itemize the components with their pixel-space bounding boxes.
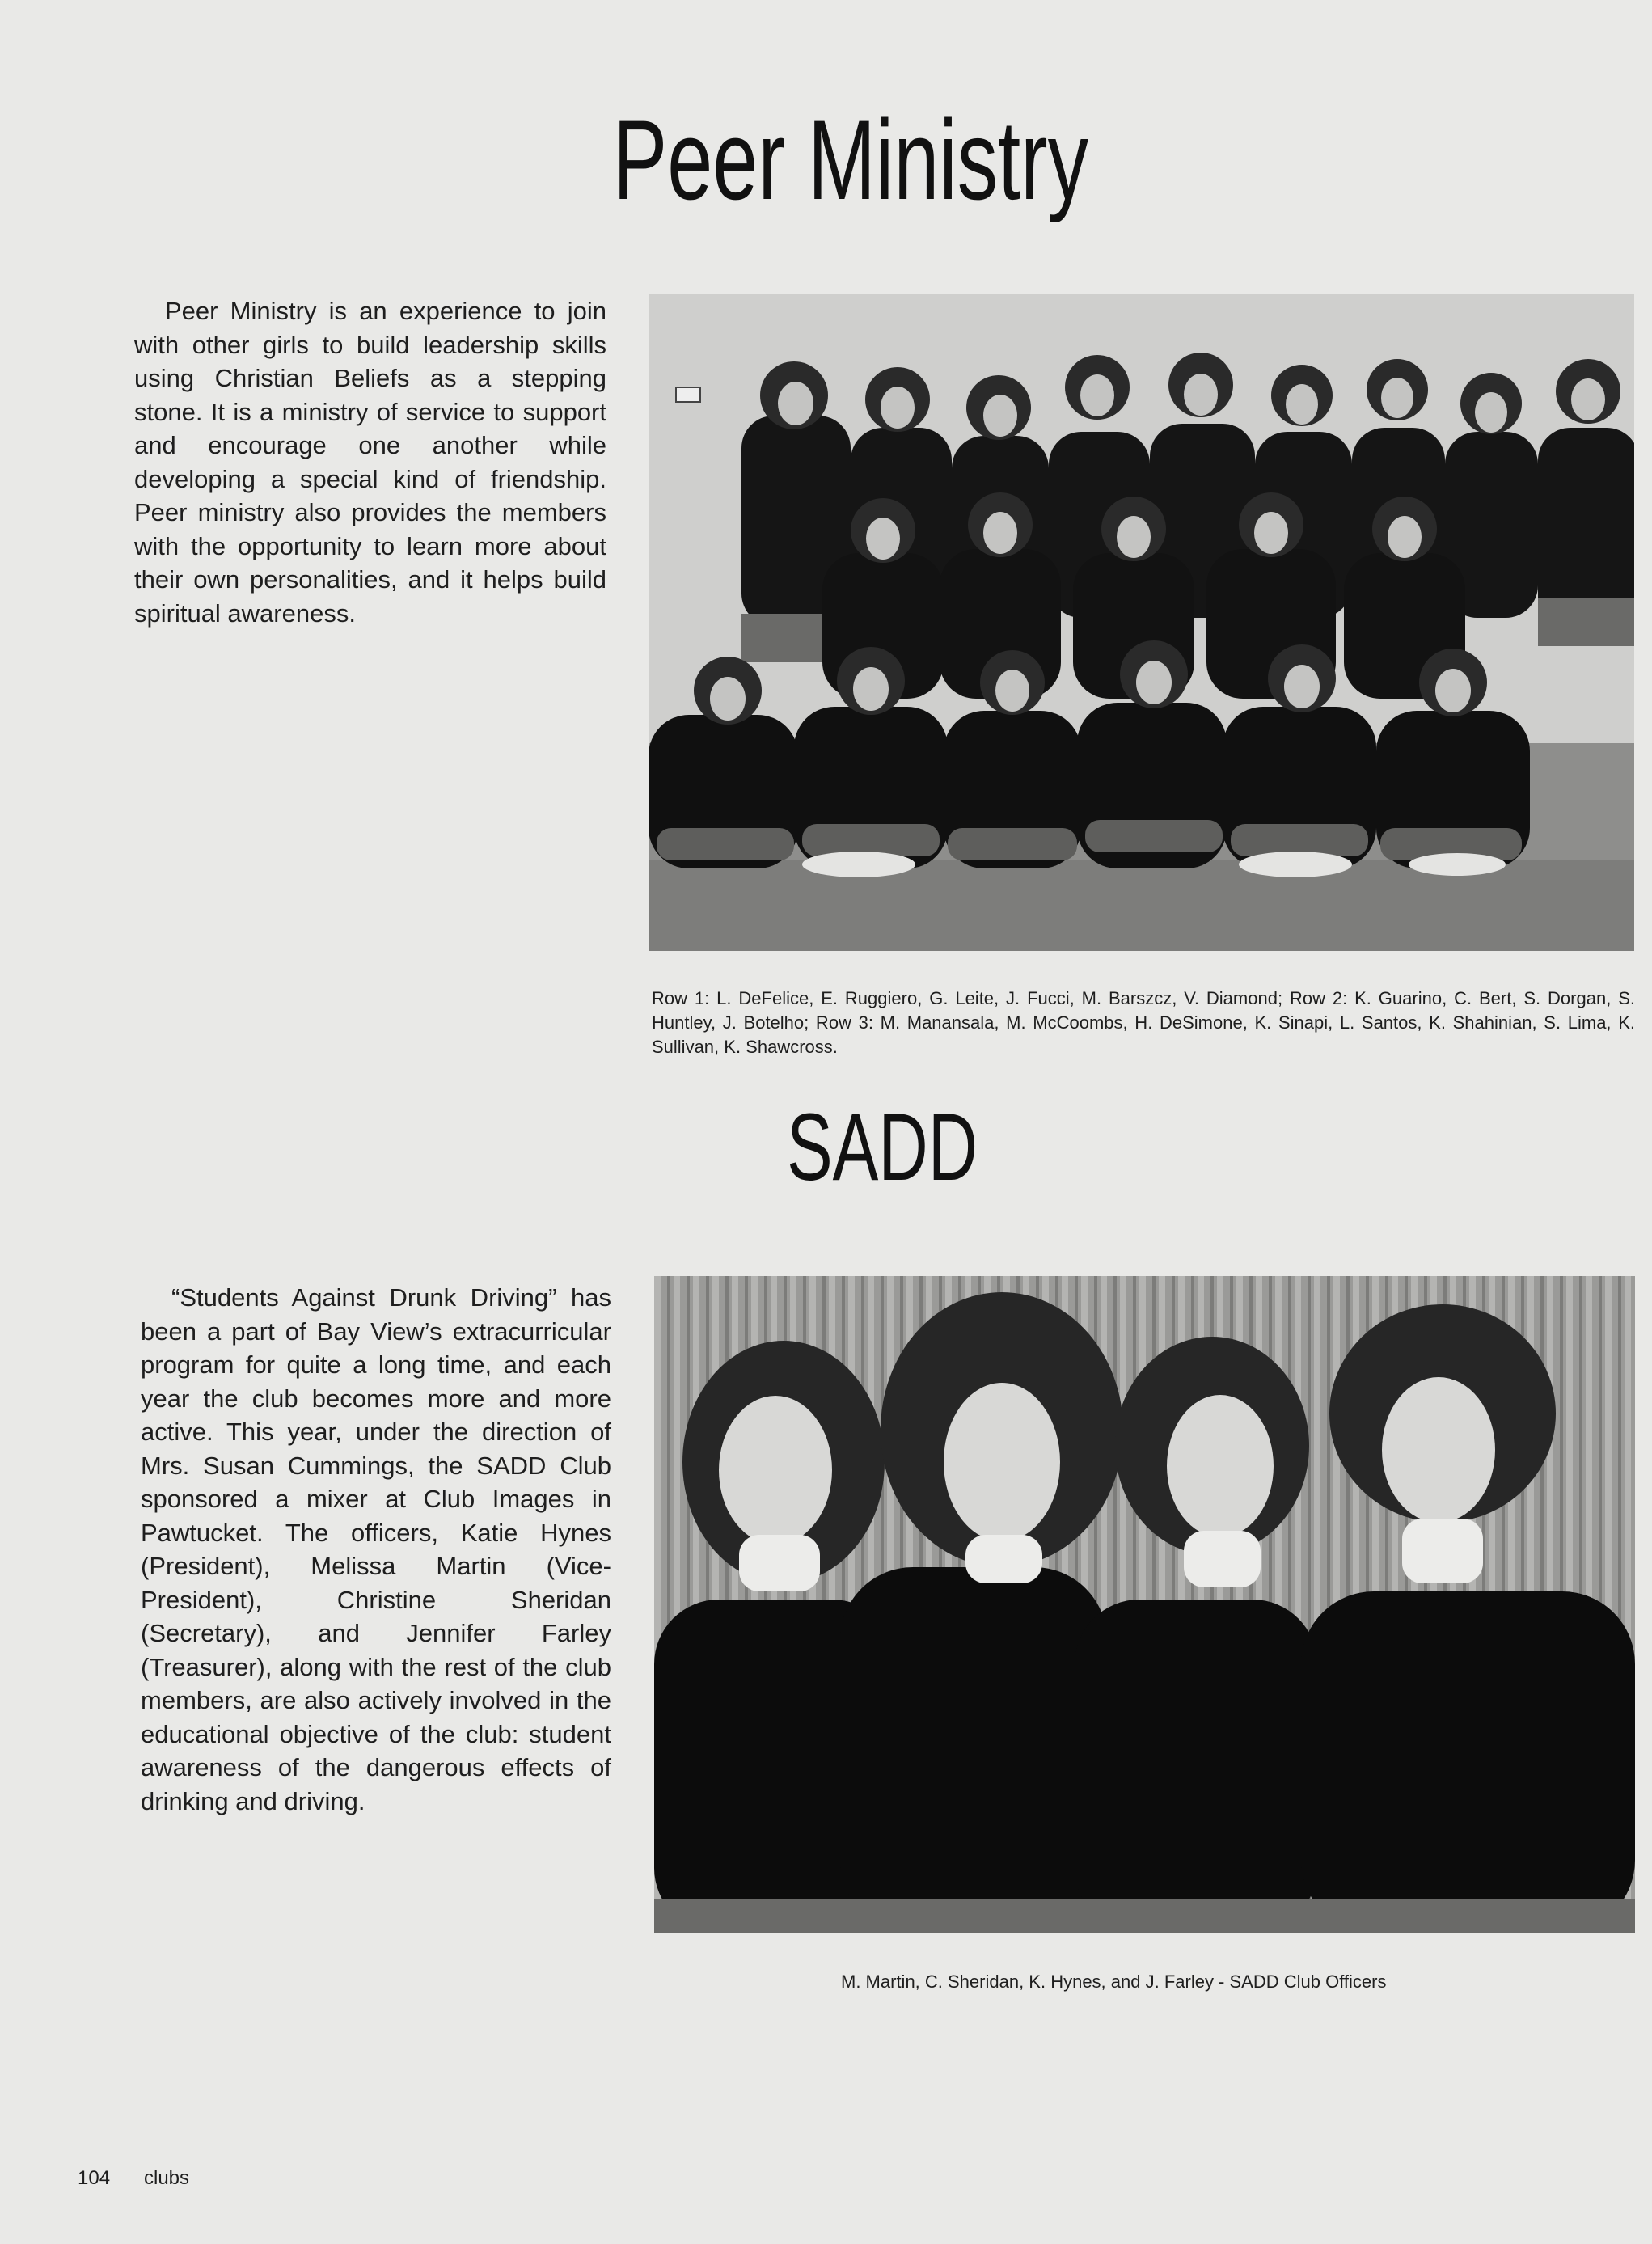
sadd-officers-photo [654, 1276, 1635, 1933]
sadd-description: “Students Against Drunk Driving” has been a part of Bay View’s extracurricular program for quite a long time, and each year the club becomes more and more active. This year, under the direction of Mrs. Susan Cummings, the SADD Club sponsored a mixer at Club Images in Pawtucket. The officers, Katie Hynes (President), Melissa Martin (Vice-President), Christine Sheridan (Secretary), and Jennifer Farley (Treasurer), along with the rest of the club members, are also actively involved in the educational objective of the club: student awareness of the dangerous effects of drinking and driving. [141, 1283, 611, 1815]
page-number: 104 [78, 2167, 111, 2189]
sadd-title: SADD [787, 1094, 978, 1201]
peer-ministry-title: Peer Ministry [613, 96, 1089, 223]
peer-ministry-description: Peer Ministry is an experience to join with other girls to build leadership skills using Christian Beliefs as a stepping stone. It is a ministry of service to support and encourage one another while developing a special kind of friendship. Peer ministry also provides the members with the opportunity to learn more about their own personalities, and it helps build spiritual awareness. [134, 297, 606, 628]
sadd-photo-caption: M. Martin, C. Sheridan, K. Hynes, and J. Farley - SADD Club Officers [841, 1971, 1387, 1992]
section-name: clubs [144, 2167, 190, 2189]
peer-ministry-photo-caption: Row 1: L. DeFelice, E. Ruggiero, G. Leite, J. Fucci, M. Barszcz, V. Diamond; Row 2: K. Guarino, C. Bert, S. Dorgan, S. Huntley, J. Botelho; Row 3: M. Manansala, M. McCoombs, H. DeSimone, K. Sinapi, L. Santos, K. Shahinian, S. Lima, K. Sullivan, K. Shawcross. [652, 988, 1635, 1057]
peer-ministry-group-photo [649, 294, 1634, 951]
